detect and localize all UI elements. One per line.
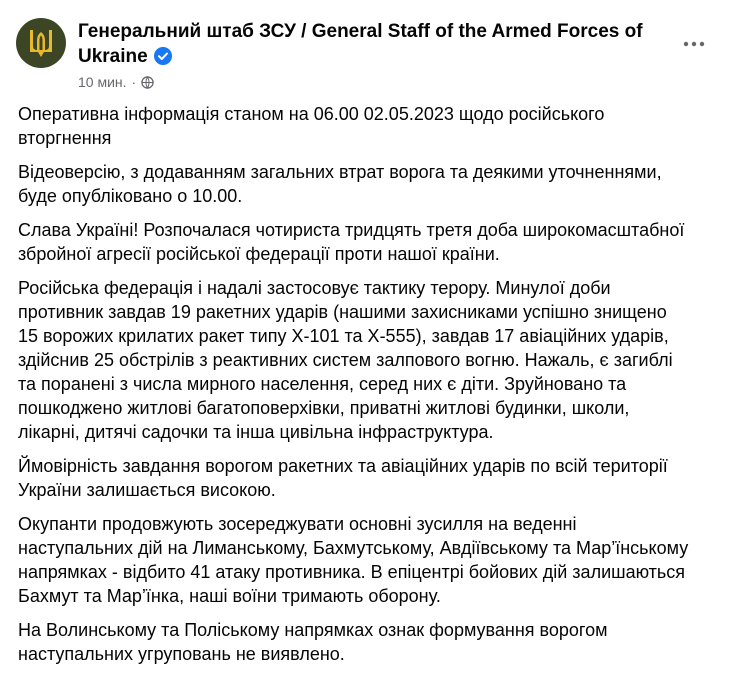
post-paragraph: Відеоверсію, з додаванням загальних втрат ворога та деякими уточненнями, буде опубліковано о 10.00. <box>18 162 662 206</box>
post-paragraph: Окупанти продовжують зосереджувати основні зусилля на веденні наступальних дій на Лиманському, Бахмутському, Авдіївському та Мар’їнському напрямках - відбито 41 атаку противника. В епіцентрі бойових дій залишаються Бахмут та Мар’їнка, наші воїни тримають оборону. <box>18 514 689 606</box>
post-text <box>18 102 718 676</box>
post-timestamp[interactable]: 10 мин. <box>78 74 127 90</box>
page-name-text[interactable]: Генеральний штаб ЗСУ / General Staff of the Armed Forces of Ukraine <box>78 21 643 67</box>
post-paragraph: На Волинському та Поліському напрямках ознак формування ворогом наступальних угруповань не виявлено. <box>18 620 608 664</box>
trident-emblem-icon <box>24 26 58 60</box>
post-paragraph: Оперативна інформація станом на 06.00 02.05.2023 щодо російського вторгнення <box>18 104 605 148</box>
page-name[interactable] <box>78 19 658 69</box>
verified-badge-icon <box>154 47 172 65</box>
meta-separator: · <box>131 74 137 90</box>
page-avatar[interactable] <box>16 18 66 68</box>
globe-icon[interactable] <box>141 76 154 89</box>
post-meta <box>78 73 154 91</box>
post-paragraph: Ймовірність завдання ворогом ракетних та авіаційних ударів по всій території України залишається високою. <box>18 456 668 500</box>
more-options-button[interactable] <box>676 26 712 62</box>
more-options-icon <box>683 41 705 47</box>
post-paragraph: Російська федерація і надалі застосовує тактику терору. Минулої доби противник завдав 19 ракетних ударів (нашими захисниками успішно знищено 15 ворожих крилатих ракет типу Х-101 та Х-555), завдав 17 авіаційних ударів, здійснив 25 обстрілів з реактивних систем залпового вогню. Нажаль, є загиблі та поранені з числа мирного населення, серед них є діти. Зруйновано та пошкоджено житлові багатоповерхівки, приватні житлові будинки, школи, лікарні, дитячі садочки та інша цивільна інфраструктура. <box>18 278 673 442</box>
post-header <box>0 0 729 96</box>
post-paragraph: Слава Україні! Розпочалася чотириста тридцять третя доба широкомасштабної збройної агресії російської федерації проти нашої країни. <box>18 220 685 264</box>
